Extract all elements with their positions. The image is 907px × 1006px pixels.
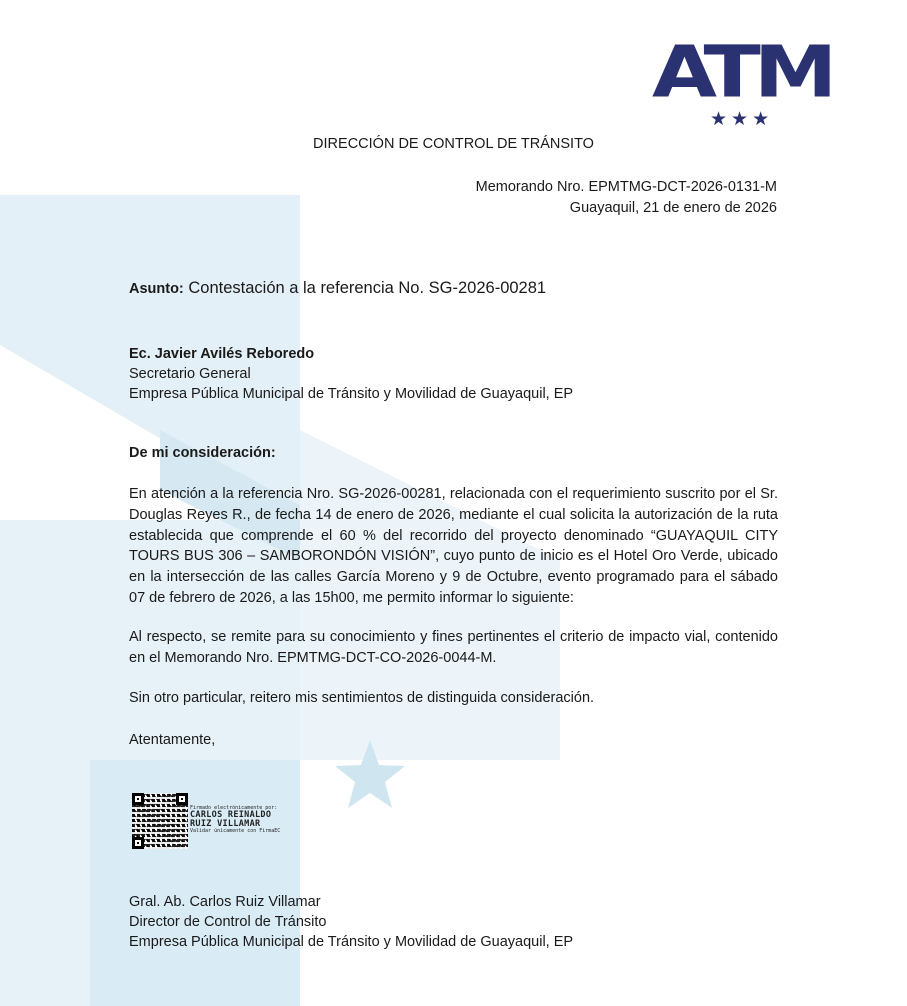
memo-number: Memorando Nro. EPMTMG-DCT-2026-0131-M [475, 179, 777, 195]
recipient-organization: Empresa Pública Municipal de Tránsito y Movilidad de Guayaquil, EP [129, 386, 574, 402]
subject-line [129, 279, 546, 298]
body-paragraph-2: Al respecto, se remite para su conocimiento y fines pertinentes el criterio de impacto vial, contenido en el Memorando Nro. EPMTMG-DCT-CO-2026-0044-M. [129, 629, 778, 666]
signer-name: Gral. Ab. Carlos Ruiz Villamar [129, 894, 321, 910]
greeting: De mi consideración: [129, 445, 276, 461]
subject-text: Contestación a la referencia No. SG-2026-00281 [188, 279, 547, 297]
body-paragraph-1: En atención a la referencia Nro. SG-2026-00281, relacionada con el requerimiento suscrito por el Sr. Douglas Reyes R., de fecha 14 de enero de 2026, mediante el cual solicita la autorización de la ruta establecida que comprende el 60 % del recorrido del proyecto denominado “GUAYAQUIL CITY TOURS BUS 306 – SAMBORONDÓN VISIÓN”, cuyo punto de inicio es el Hotel Oro Verde, ubicado en la intersección de las calles García Moreno y 9 de Octubre, evento programado para el sábado 07 de febrero de 2026, a las 15h00, me permito informar lo siguiente: [129, 486, 778, 606]
stamp-caption-bottom: Validar únicamente con FirmaEC [190, 828, 281, 834]
stamp-caption-top: Firmado electrónicamente por: [190, 805, 278, 811]
logo-wordmark: ATM [652, 30, 831, 114]
signer-title: Director de Control de Tránsito [129, 914, 327, 930]
recipient-block [129, 344, 573, 404]
qr-finder-pattern [176, 793, 188, 805]
logo-stars-icon: ★★★ [710, 108, 774, 130]
department-heading: DIRECCIÓN DE CONTROL DE TRÁNSITO [313, 136, 594, 152]
subject-label: Asunto: [129, 281, 184, 297]
memo-reference [476, 177, 777, 219]
electronic-signature-stamp [190, 805, 280, 834]
recipient-title: Secretario General [129, 366, 251, 382]
qr-finder-pattern [132, 793, 144, 805]
recipient-name: Ec. Javier Avilés Reboredo [129, 346, 315, 362]
qr-finder-pattern [132, 837, 144, 849]
signature-qr-code [132, 793, 188, 849]
memo-place-date: Guayaquil, 21 de enero de 2026 [569, 200, 777, 216]
stamp-signer-name-1: CARLOS REINALDO [190, 810, 272, 820]
signer-organization: Empresa Pública Municipal de Tránsito y Movilidad de Guayaquil, EP [129, 934, 574, 950]
body-paragraph-3: Sin otro particular, reitero mis sentimientos de distinguida consideración. [129, 690, 595, 706]
signer-block [129, 892, 573, 952]
atm-logo [652, 30, 831, 134]
stamp-signer-name-2: RUIZ VILLAMAR [190, 818, 261, 829]
closing-salutation: Atentamente, [129, 732, 216, 748]
